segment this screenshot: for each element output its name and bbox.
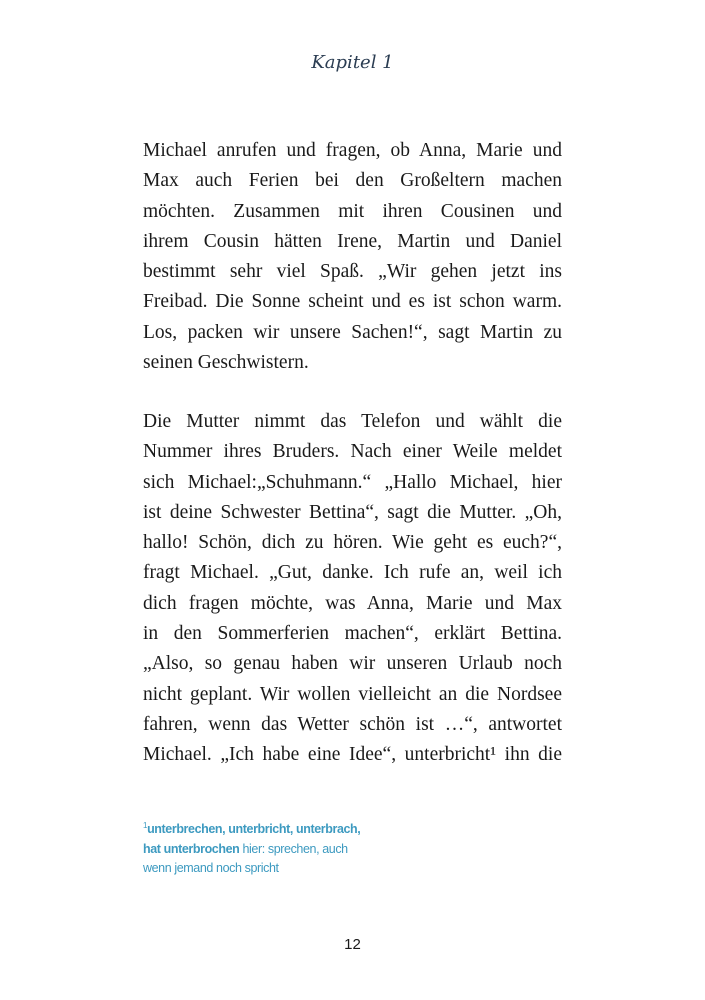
- footnote-number: 1: [143, 821, 148, 830]
- text-line: Freibad. Die Sonne scheint und es ist schon warm.: [143, 291, 562, 313]
- text-line: hallo! Schön, dich zu hören. Wie geht es euch?“,: [143, 532, 562, 554]
- text-line: Max auch Ferien bei den Großeltern machen: [143, 170, 562, 192]
- text-line: sich Michael:„Schuhmann.“ „Hallo Michael, hier: [143, 471, 562, 493]
- page-number: 12: [344, 936, 361, 953]
- text-line: Michael. „Ich habe eine Idee“, unterbricht¹ ihn die: [143, 744, 562, 766]
- text-line: Die Mutter nimmt das Telefon und wählt die: [143, 411, 562, 432]
- text-line: möchten. Zusammen mit ihren Cousinen und: [143, 200, 562, 222]
- text-line: nicht geplant. Wir wollen vielleicht an die Nordsee: [143, 683, 562, 705]
- footnote-definition: hier: sprechen, auch: [239, 841, 348, 856]
- text-line: dich fragen möchte, was Anna, Marie und Max: [143, 592, 562, 614]
- text-line: fahren, wenn das Wetter schön ist …“, antwortet: [143, 713, 562, 735]
- chapter-header: Kapitel 1: [311, 52, 394, 73]
- footnote-term: hat unterbrochen: [143, 841, 240, 856]
- text-line: Michael anrufen und fragen, ob Anna, Marie und: [143, 140, 562, 161]
- text-line: in den Sommerferien machen“, erklärt Bettina.: [143, 623, 562, 645]
- text-line: Nummer ihres Bruders. Nach einer Weile meldet: [143, 441, 562, 463]
- text-line: bestimmt sehr viel Spaß. „Wir gehen jetzt ins: [143, 261, 562, 283]
- paragraph-2: [143, 407, 562, 771]
- text-line: „Also, so genau haben wir unseren Urlaub noch: [143, 653, 562, 675]
- text-line: ist deine Schwester Bettina“, sagt die Mutter. „Oh,: [143, 501, 562, 523]
- paragraph-1: [143, 136, 562, 378]
- text-line: Los, packen wir unsere Sachen!“, sagt Martin zu: [143, 321, 562, 343]
- footnote-definition: wenn jemand noch spricht: [143, 861, 279, 875]
- text-line: ihrem Cousin hätten Irene, Martin und Daniel: [143, 230, 562, 252]
- footnote: [143, 816, 360, 879]
- footnote-term: unterbrechen, unterbricht, unterbrach,: [147, 822, 361, 836]
- text-line: fragt Michael. „Gut, danke. Ich rufe an, weil ich: [143, 562, 562, 584]
- text-line: seinen Geschwistern.: [143, 352, 309, 374]
